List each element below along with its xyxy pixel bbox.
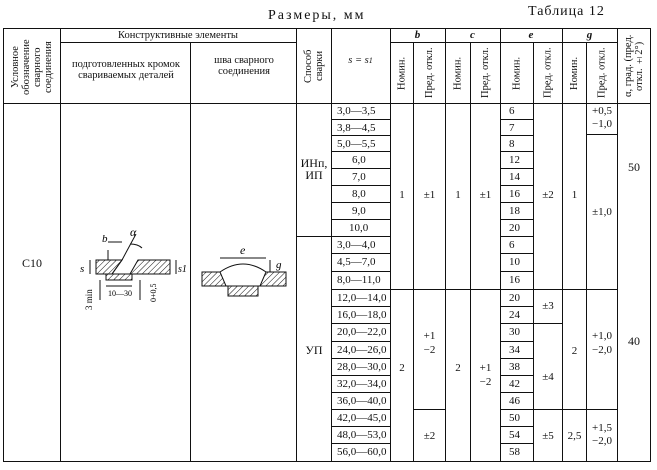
- e-value: 20: [509, 292, 520, 304]
- edges-header: подготовленных кромок свариваемых деталей: [71, 59, 181, 81]
- s-header-main: s = s: [348, 54, 369, 66]
- g2-nom-a: 2: [571, 345, 578, 357]
- e2-tol-a: ±3: [542, 300, 554, 312]
- g2-tol-b: +1,5: [592, 421, 612, 434]
- page-title: Размеры, мм: [268, 8, 366, 23]
- c-tol-header: Пред. откл.: [480, 47, 491, 99]
- e2-tol-c: ±5: [542, 430, 554, 442]
- e-nom-header: Номин.: [511, 56, 523, 90]
- e-value: 12: [509, 154, 520, 166]
- alpha-2: 40: [628, 334, 640, 348]
- label-gap: 10—30: [108, 289, 132, 298]
- e-tol-header: Пред. откл.: [542, 47, 554, 99]
- e-value: 14: [509, 171, 520, 183]
- s-value: 48,0—53,0: [337, 429, 387, 441]
- s-value: 24,0—26,0: [337, 344, 387, 356]
- e2-tol-b: ±4: [542, 371, 554, 383]
- label-s1: s1: [178, 264, 187, 275]
- g-header: g: [586, 29, 593, 41]
- c-header: c: [470, 29, 475, 41]
- s-value: 3,0—3,5: [337, 105, 376, 117]
- b1-tol: ±1: [423, 189, 436, 201]
- s-value: 42,0—45,0: [337, 412, 387, 424]
- structural-header: Конструктивные элементы: [118, 29, 238, 41]
- b1-nom: 1: [399, 189, 405, 201]
- e-value: 24: [509, 309, 520, 321]
- e-value: 30: [509, 326, 520, 338]
- label-s: s: [80, 263, 85, 275]
- e-value: 6: [509, 239, 515, 251]
- c-nom-header: Номин.: [452, 56, 464, 90]
- g1-tol-b: ±1,0: [592, 206, 612, 218]
- e-value: 18: [509, 205, 520, 217]
- s-value: 56,0—60,0: [337, 446, 387, 458]
- b2-tol-a2: −2: [423, 343, 436, 356]
- alpha-header: α, град. (пред. откл. ±2°): [623, 34, 645, 98]
- e-value: 42: [509, 378, 520, 390]
- s-value: 16,0—18,0: [337, 309, 387, 321]
- s-value: 8,0—11,0: [337, 274, 381, 286]
- alpha-1: 50: [628, 160, 640, 174]
- e-value: 50: [509, 412, 520, 424]
- designation-header: Условное обозначение сварного соединения: [10, 39, 54, 95]
- g2-tol-a2: −2,0: [592, 343, 612, 356]
- label-g: g: [276, 259, 282, 271]
- b-header: b: [414, 29, 421, 41]
- seam-drawing: [190, 220, 296, 330]
- s-value: 28,0—30,0: [337, 361, 387, 373]
- label-min: 3 min: [84, 289, 94, 310]
- s-header-sub: 1: [368, 55, 373, 65]
- s-value: 20,0—22,0: [337, 326, 387, 338]
- label-e: e: [240, 243, 246, 257]
- method-1: ИНп, ИП: [300, 156, 328, 182]
- c2-tol2: −2: [479, 375, 492, 388]
- e-value: 34: [509, 344, 520, 356]
- e-value: 20: [509, 222, 520, 234]
- label-b: b: [102, 233, 108, 245]
- s-value: 3,0—4,0: [337, 239, 376, 251]
- c1-tol: ±1: [479, 189, 492, 201]
- method-header: Способ сварки: [303, 49, 325, 83]
- e-value: 58: [509, 446, 520, 458]
- s-value: 12,0—14,0: [337, 292, 387, 304]
- method-2: УП: [305, 343, 323, 357]
- s-value: 8,0: [352, 188, 366, 200]
- g2-nom-b: 2,5: [567, 430, 582, 442]
- g2-tol-a: +1,0: [592, 329, 612, 342]
- b2-tol-b: ±2: [423, 430, 436, 442]
- s-value: 5,0—5,5: [337, 138, 376, 150]
- g-nom-header: Номин.: [569, 56, 580, 90]
- designation-value: C10: [21, 256, 42, 270]
- label-alpha: α: [130, 225, 137, 239]
- s-value: 4,5—7,0: [337, 256, 376, 268]
- s-value: 10,0: [349, 222, 369, 234]
- e-value: 38: [509, 361, 520, 373]
- label-tol: 0+0,5: [149, 283, 158, 302]
- e-value: 10: [509, 256, 520, 268]
- e-value: 7: [509, 122, 515, 134]
- g1-tol-a: +0,5: [592, 104, 612, 117]
- edge-preparation-drawing: [60, 220, 190, 330]
- e1-tol: ±2: [542, 189, 554, 201]
- seam-header: шва сварного соединения: [214, 55, 274, 77]
- s-value: 3,8—4,5: [337, 122, 376, 134]
- s-value: 32,0—34,0: [337, 378, 387, 390]
- e-header: e: [528, 29, 534, 41]
- e-value: 16: [509, 188, 520, 200]
- e-value: 54: [509, 429, 520, 441]
- c2-tol: +1: [479, 361, 492, 374]
- e-value: 16: [509, 274, 520, 286]
- s-header: [331, 50, 390, 70]
- g1-tol-a2: −1,0: [592, 117, 612, 130]
- table-number: Таблица 12: [528, 4, 605, 19]
- s-value: 9,0: [352, 205, 366, 217]
- c1-nom: 1: [455, 189, 461, 201]
- e-value: 8: [509, 138, 515, 150]
- g1-nom: 1: [571, 189, 578, 201]
- b-tol-header: Пред. откл.: [424, 47, 435, 99]
- b2-nom: 2: [399, 362, 405, 374]
- g-tol-header: Пред. откл.: [596, 47, 608, 99]
- e-value: 46: [509, 395, 520, 407]
- g2-tol-b2: −2,0: [592, 434, 612, 447]
- e-value: 6: [509, 105, 515, 117]
- c2-nom: 2: [455, 362, 461, 374]
- s-value: 7,0: [352, 171, 366, 183]
- s-value: 36,0—40,0: [337, 395, 387, 407]
- b2-tol-a: +1: [423, 329, 436, 342]
- b-nom-header: Номин.: [396, 56, 408, 90]
- s-value: 6,0: [352, 154, 366, 166]
